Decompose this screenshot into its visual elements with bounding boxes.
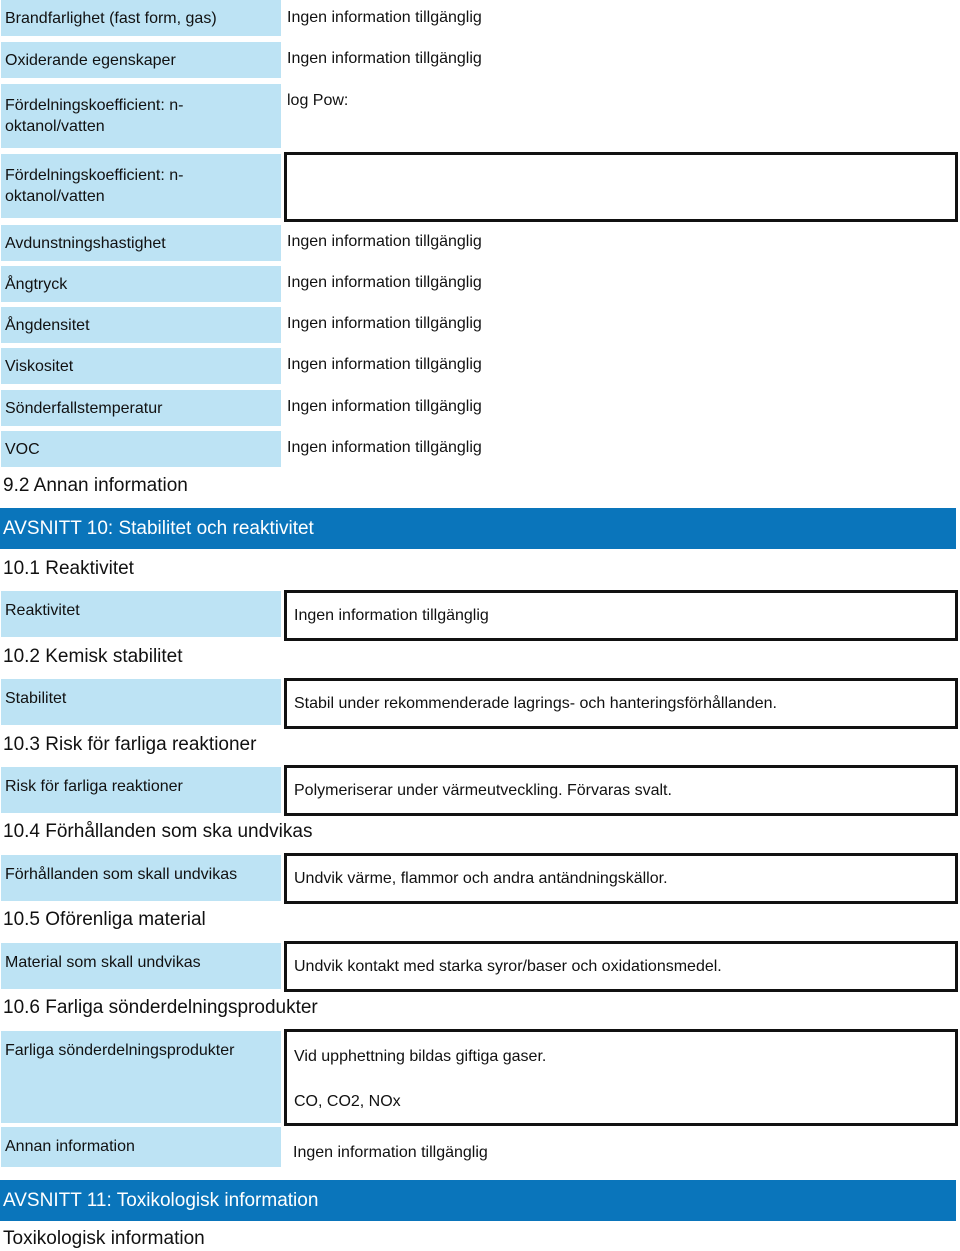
value-voc: Ingen information tillgänglig xyxy=(287,439,482,456)
label-forhallanden: Förhållanden som skall undvikas xyxy=(1,855,281,901)
heading-10-4: 10.4 Förhållanden som ska undvikas xyxy=(3,821,313,842)
koefficient-value-box xyxy=(284,152,958,222)
value-annan-information: Ingen information tillgänglig xyxy=(293,1144,488,1161)
value-sonderdelningsprodukter-2: CO, CO2, NOx xyxy=(294,1093,401,1110)
value-reaktivitet: Ingen information tillgänglig xyxy=(284,590,958,641)
label-risk: Risk för farliga reaktioner xyxy=(1,767,281,813)
value-sonderdelningsprodukter-1: Vid upphettning bildas giftiga gaser. xyxy=(294,1048,547,1065)
label-avdunstningshastighet: Avdunstningshastighet xyxy=(1,225,281,261)
value-log-pow: log Pow: xyxy=(287,92,349,109)
value-avdunstningshastighet: Ingen information tillgänglig xyxy=(287,233,482,250)
label-brandfarlighet: Brandfarlighet (fast form, gas) xyxy=(1,0,281,36)
value-viskositet: Ingen information tillgänglig xyxy=(287,356,482,373)
heading-10-5: 10.5 Oförenliga material xyxy=(3,909,206,930)
value-sonderfallstemperatur: Ingen information tillgänglig xyxy=(287,398,482,415)
label-sonderfallstemperatur: Sönderfallstemperatur xyxy=(1,390,281,426)
value-brandfarlighet: Ingen information tillgänglig xyxy=(287,9,482,26)
heading-9-2: 9.2 Annan information xyxy=(3,475,188,496)
value-angtryck: Ingen information tillgänglig xyxy=(287,274,482,291)
section-10-banner: AVSNITT 10: Stabilitet och reaktivitet xyxy=(0,508,956,549)
label-sonderdelningsprodukter: Farliga sönderdelningsprodukter xyxy=(1,1031,281,1123)
label-reaktivitet: Reaktivitet xyxy=(1,591,281,637)
label-voc: VOC xyxy=(1,431,281,467)
label-annan-information: Annan information xyxy=(1,1127,281,1167)
label-viskositet: Viskositet xyxy=(1,348,281,384)
label-oxiderande: Oxiderande egenskaper xyxy=(1,42,281,78)
value-stabilitet: Stabil under rekommenderade lagrings- och hanteringsförhållanden. xyxy=(284,678,958,729)
value-material: Undvik kontakt med starka syror/baser och oxidationsmedel. xyxy=(284,941,958,992)
heading-toxikologisk: Toxikologisk information xyxy=(3,1228,205,1249)
label-material: Material som skall undvikas xyxy=(1,943,281,989)
label-fordelningskoefficient: Fördelningskoefficient: n-oktanol/vatten xyxy=(1,84,281,148)
label-stabilitet: Stabilitet xyxy=(1,679,281,725)
value-forhallanden: Undvik värme, flammor och andra antändningskällor. xyxy=(284,853,958,904)
heading-10-1: 10.1 Reaktivitet xyxy=(3,558,134,579)
label-fordelningskoefficient-2: Fördelningskoefficient: n-oktanol/vatten xyxy=(1,154,281,218)
heading-10-6: 10.6 Farliga sönderdelningsprodukter xyxy=(3,997,318,1018)
value-risk: Polymeriserar under värmeutveckling. Förvaras svalt. xyxy=(284,765,958,816)
value-angdensitet: Ingen information tillgänglig xyxy=(287,315,482,332)
value-oxiderande: Ingen information tillgänglig xyxy=(287,50,482,67)
heading-10-3: 10.3 Risk för farliga reaktioner xyxy=(3,734,257,755)
section-11-banner: AVSNITT 11: Toxikologisk information xyxy=(0,1180,956,1221)
label-angdensitet: Ångdensitet xyxy=(1,307,281,343)
value-sonderdelningsprodukter-box xyxy=(284,1029,958,1126)
label-angtryck: Ångtryck xyxy=(1,266,281,302)
heading-10-2: 10.2 Kemisk stabilitet xyxy=(3,646,183,667)
